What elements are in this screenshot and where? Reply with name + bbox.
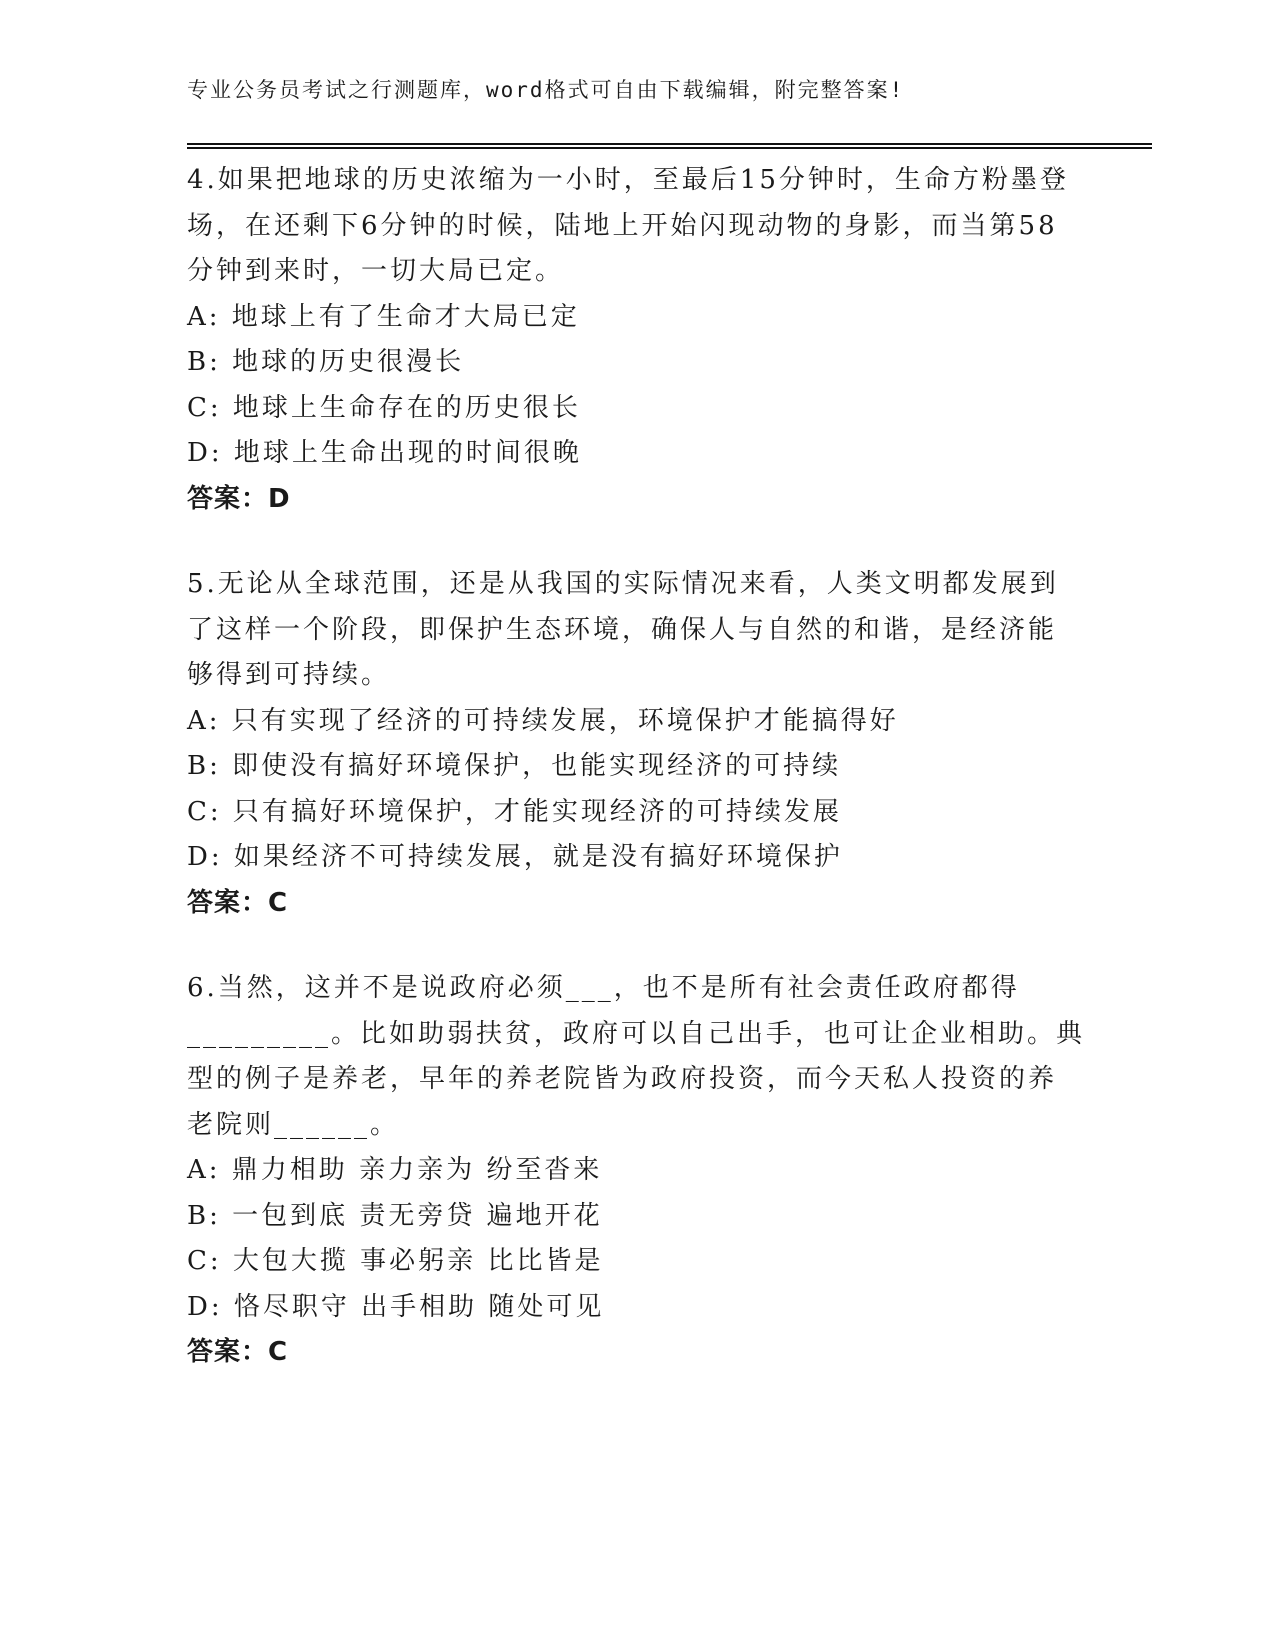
stem-line: 场，在还剩下6分钟的时候，陆地上开始闪现动物的身影，而当第58 [187,210,1058,241]
option-c: C: 只有搞好环境保护，才能实现经济的可持续发展 [187,796,842,827]
option-a: A: 鼎力相助 亲力亲为 纷至沓来 [187,1155,603,1185]
option-d: D: 恪尽职守 出手相助 随处可见 [187,1291,605,1322]
stem-line: 4.如果把地球的历史浓缩为一小时，至最后15分钟时，生命方粉墨登 [187,165,1069,195]
stem-line: 5.无论从全球范围，还是从我国的实际情况来看，人类文明都发展到 [187,569,1059,599]
stem-line: 老院则______。 [187,1109,400,1140]
question-stem [187,562,1087,699]
stem-line: 够得到可持续。 [187,660,391,690]
stem-line: _________。比如助弱扶贫，政府可以自己出手，也可让企业相助。典 [187,1018,1086,1049]
question-5 [187,562,1087,926]
option-d: D: 如果经济不可持续发展，就是没有搞好环境保护 [187,842,843,872]
header-rule [187,143,1152,149]
stem-line: 型的例子是养老，早年的养老院皆为政府投资，而今天私人投资的养 [187,1064,1058,1094]
option-c: C: 地球上生命存在的历史很长 [187,392,581,423]
answer-label: 答案：D [187,483,291,514]
option-d: D: 地球上生命出现的时间很晚 [187,438,582,468]
option-a: A: 只有实现了经济的可持续发展，环境保护才能搞得好 [187,705,899,736]
stem-line: 分钟到来时，一切大局已定。 [187,256,565,286]
option-c: C: 大包大揽 事必躬亲 比比皆是 [187,1246,604,1276]
option-b: B: 地球的历史很漫长 [187,347,465,377]
answer-label: 答案：C [187,887,289,918]
question-list [187,158,1087,1416]
stem-line: 了这样一个阶段，即保护生态环境，确保人与自然的和谐，是经济能 [187,614,1058,645]
option-a: A: 地球上有了生命才大局已定 [187,301,580,332]
option-b: B: 即使没有搞好环境保护，也能实现经济的可持续 [187,751,842,781]
option-b: B: 一包到底 责无旁贷 遍地开花 [187,1200,603,1231]
question-stem [187,966,1087,1148]
question-4 [187,158,1087,522]
stem-line: 6.当然，这并不是说政府必须___，也不是所有社会责任政府都得 [187,973,1020,1003]
answer-label: 答案：C [187,1337,289,1367]
question-6 [187,966,1087,1376]
question-stem [187,158,1087,295]
page-header: 专业公务员考试之行测题库，word格式可自由下载编辑，附完整答案! [187,78,905,102]
